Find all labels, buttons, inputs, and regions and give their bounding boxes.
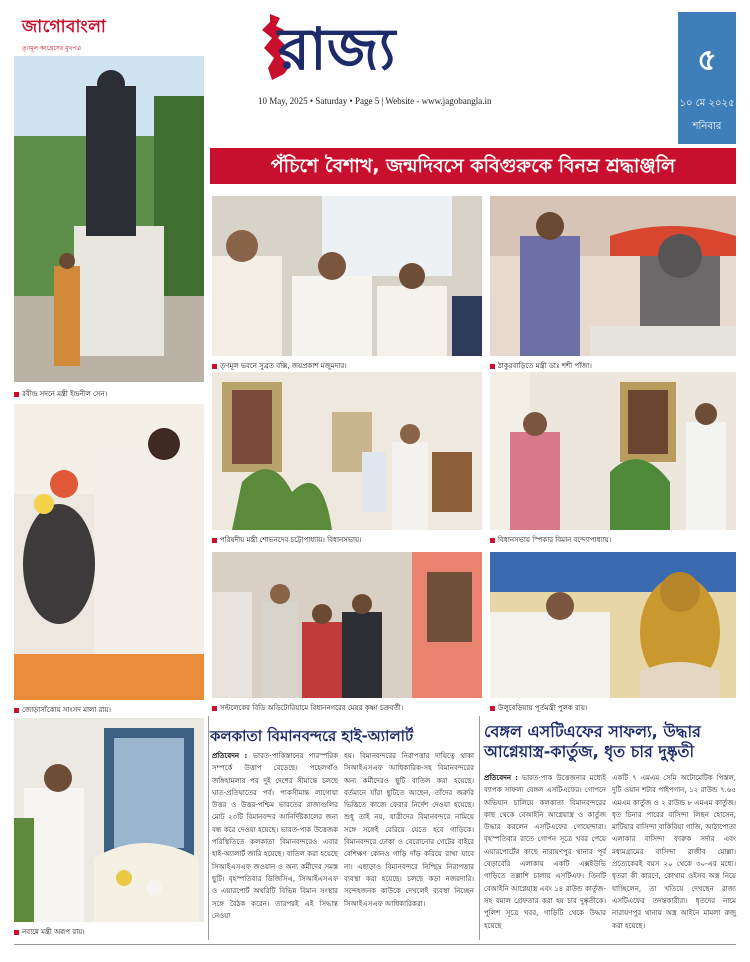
caption-text: তৃণমূল ভবনে সুব্রত বক্সি, জয়প্রকাশ মজুমদার।	[220, 362, 347, 370]
article1-col2	[344, 750, 474, 910]
dateline: 10 May, 2025 • Saturday • Page 5 | Website - www.jagobangla.in	[258, 96, 492, 106]
article1-headline: কলকাতা বিমানবন্দরে হাই-অ্যালার্ট	[210, 727, 414, 745]
caption-text: পরিষদীয় মন্ত্রী শোভনদেব চট্টোপাধ্যায়। বিধানসভায়।	[220, 536, 362, 544]
photo-saltlake-auditorium	[212, 552, 482, 698]
photo-trinamool-bhavan	[212, 196, 482, 356]
caption-1	[14, 388, 107, 400]
section-title: রাজ্য	[278, 15, 396, 83]
caption-3	[490, 360, 592, 372]
article2-col2-text: একটি ৭ এমএম সেমি অটোমেটিক পিস্তল, দুটি ওয়ান শটার পাইপগান, ১২ রাউন্ড ৭.৬৫ এমএম কার্তুজ ও ২ রাউন্ড ৮ এমএম কার্তুজ। ধৃত চিনার পারের বাসিন্দা লিছন হোসেন, মাটিয়ার বাসিন্দা বাকিবিয়া গাজি, আঠাপোতা এলাকার বাসিন্দা ফারুক সর্দার এবং মধ্যমগ্রামের বাসিন্দা রাজীব মোল্লা। প্রত্যেকেরই বয়স ২০ থেকে ৩০-এর মধ্যে। ধৃতরা কী কারণে, কোথায় ওইসব অস্ত্র নিয়ে যাচ্ছিলেন, তা খতিয়ে দেখছেন রাজ্য এসটিএফের তদন্তকারীরা। ধৃতদের নামে নারায়ণপুর থানায় অস্ত্র আইনে মামলা রুজু করা হয়েছে।	[612, 774, 736, 930]
article1-col1-text: ভারত-পাকিস্তানের পারস্পরিক সম্পর্কে উত্তাপ বেড়েছে। পহেলগাঁও জঙ্গিহামলার পর দুই দেশের সীমান্তে চলছে ঘাত-প্রতিঘাতের পর্ব। পাকসীমান্ত লাগোয়া উত্তর ও উত্তর-পশ্চিম ভারতের রাজ্যগুলির মোট ২৩টি বিমানবন্দর আনির্দিষ্টকালের জন্য বন্ধ করে দেওয়া হয়েছে। ভারত-পাক উত্তেজক পরিস্থিতিতে কলকাতা বিমানবন্দরেও এবার হাই-অ্যালার্ট জারি হয়েছে। বাতিল করা হয়েছে সিআইএসএফ জওয়ান ও অন্য কর্মীদের সমস্ত ছুটি। বৃহস্পতিবার ডিজিসিএ, সিআইএসএফ ও এয়ারপোর্ট অথরিটি বিভিন্ন বিমান সংস্থার সঙ্গে বৈঠক করেন। তারপরই এই সিদ্ধান্ত নেওয়া	[212, 752, 338, 920]
date-text: ১০ মে ২০২৫	[679, 98, 735, 109]
logo-tagline: তৃণমূল কংগ্রেসের মুখপত্র	[22, 45, 81, 52]
caption-text: বিধানসভায় স্পিকার বিমান বন্দ্যোপাধ্যায়।	[498, 536, 612, 544]
photo-speaker	[490, 372, 736, 530]
caption-6	[490, 534, 611, 546]
photo-assembly-minister	[212, 372, 482, 530]
article2-byline: প্রতিবেদন	[484, 774, 512, 782]
photo-uluberia	[490, 552, 736, 698]
page-number: ৫	[697, 43, 717, 78]
column-divider	[208, 716, 209, 940]
caption-2	[212, 360, 347, 372]
caption-text: জোড়াসাঁকোয় সাংসদ মালা রায়।	[22, 706, 111, 714]
article1-byline: প্রতিবেদন	[212, 752, 240, 760]
caption-5	[212, 534, 362, 546]
photo-rabindra-sadan	[14, 56, 204, 382]
caption-8	[490, 702, 587, 714]
article2-col1-text: ভারত-পাক উত্তেজনার মধ্যেই ব্যাপক সাফল্য বেঙ্গল এসটিএফের। গোপনে অভিযান চালিয়ে কলকাতা বিমানবন্দরের কাছ থেকে বেআইনি আগ্নেয়াস্ত্র ও কার্তুজ উদ্ধার করলেন এসটিএফের গোয়েন্দারা। বৃহস্পতিবার রাতে গোপন সূত্রে খবর পেয়ে এয়ারপোর্টের কাছে নারায়ণপুর থানার পূর্ব বেড়াবেরি এলাকায় একটি এক্সইউভি গাড়িতে তল্লাশি চালায় এসটিএফ। তিনটি বেআইনি আগ্নেয়াস্ত্র এবং ১৪ রাউন্ড কার্তুজ-সহ বমাল গ্রেফতার করা হয় চার দুষ্কৃতীকে। পুলিশ সূত্রে খবর, গাড়িটি থেকে উদ্ধার হয়েছে	[484, 774, 606, 930]
article2-col2	[612, 772, 736, 932]
column-divider	[479, 716, 480, 940]
logo-text: জাগোবাংলা	[22, 17, 107, 37]
article1-col2-text: হয়। বিমানবন্দরের নিরাপত্তার দায়িত্বে থাকা সিআইএসএফ আধিকারিক-সহ বিমানবন্দরের অন্য কর্মীদেরও ছুটি বাতিল করা হয়েছে। বর্তমানে যাঁরা ছুটিতে আছেন, তাঁদের জরুরি ভিত্তিতে কাজে ফেরার নির্দেশ দেওয়া হয়েছে। শুধু তাই নয়, যাত্রীদের বিমানবন্দরে নামিয়ে সঙ্গে সঙ্গেই বেরিয়ে যেতে হবে গাড়িকে। বিমানবন্দরে ঢোকা ও বেরোনোর গেটের বাইরে বেশিক্ষণ কোনও গাড়ি দাঁড় করিয়ে রাখা যাবে না। এছাড়াও বিমানবন্দরে নিশ্ছিদ্র নিরাপত্তার ব্যবস্থা করা হয়েছে। চলছে কড়া নজরদারি। সন্দেহজনক কাউকে দেখলেই ব্যবস্থা নিচ্ছেন সিআইএসএফ আধিকারিকরা।	[344, 752, 474, 908]
article1-col1: প্রতিবেদন : ভারত-পাকিস্তানের পারস্পরিক সম্পর্কে উত্তাপ বেড়েছে। পহেলগাঁও জঙ্গিহামলার পর দুই দেশের সীমান্তে চলছে ঘাত-প্রতিঘাতের পর্ব। পাকসীমান্ত লাগোয়া উত্তর ও উত্তর-পশ্চিম ভারতের রাজ্যগুলির মোট ২৩টি বিমানবন্দর আনির্দিষ্টকালের জন্য বন্ধ করে দেওয়া হয়েছে। ভারত-পাক উত্তেজক পরিস্থিতিতে কলকাতা বিমানবন্দরেও এবার হাই-অ্যালার্ট জারি হয়েছে। বাতিল করা হয়েছে সিআইএসএফ জওয়ান ও অন্য কর্মীদের সমস্ত ছুটি। বৃহস্পতিবার ডিজিসিএ, সিআইএসএফ ও এয়ারপোর্ট অথরিটি বিভিন্ন বিমান সংস্থার সঙ্গে বৈঠক করেন। তারপরই এই সিদ্ধান্ত নেওয়া	[212, 752, 338, 920]
caption-text: সল্টলেকের বিডি অডিটোরিয়ামে বিধাননগরের মেয়র কৃষ্ণা চক্রবর্তী।	[220, 704, 404, 712]
caption-9	[14, 926, 85, 938]
newspaper-logo	[22, 14, 172, 52]
photo-nabanna	[14, 718, 204, 922]
page-bottom-rule	[14, 944, 736, 945]
day-text: শনিবার	[692, 121, 722, 132]
caption-text: উলুবেড়িয়ায় পূর্তমন্ত্রী পুলক রায়।	[498, 704, 588, 712]
article2-headline: বেঙ্গল এসটিএফের সাফল্য, উদ্ধার আগ্নেয়াস্ত্র-কার্তুজ, ধৃত চার দুষ্কৃতী	[484, 722, 701, 761]
headline-banner: পঁচিশে বৈশাখ, জন্মদিবসে কবিগুরুকে বিনম্র শ্রদ্ধাঞ্জলি	[210, 148, 736, 184]
article2-col1: প্রতিবেদন : ভারত-পাক উত্তেজনার মধ্যেই ব্যাপক সাফল্য বেঙ্গল এসটিএফের। গোপনে অভিযান চালিয়ে কলকাতা বিমানবন্দরের কাছ থেকে বেআইনি আগ্নেয়াস্ত্র ও কার্তুজ উদ্ধার করলেন এসটিএফের গোয়েন্দারা। বৃহস্পতিবার রাতে গোপন সূত্রে খবর পেয়ে এয়ারপোর্টের কাছে নারায়ণপুর থানার পূর্ব বেড়াবেরি এলাকায় একটি এক্সইউভি গাড়িতে তল্লাশি চালায় এসটিএফ। তিনটি বেআইনি আগ্নেয়াস্ত্র এবং ১৪ রাউন্ড কার্তুজ-সহ বমাল গ্রেফতার করা হয় চার দুষ্কৃতীকে। পুলিশ সূত্রে খবর, গাড়িটি থেকে উদ্ধার হয়েছে	[484, 774, 606, 930]
caption-4	[14, 704, 111, 716]
photo-thakurbari	[490, 196, 736, 356]
caption-7	[212, 702, 403, 714]
caption-text: রবীন্দ্র সদনে মন্ত্রী ইন্দ্রনীল সেন।	[22, 390, 108, 398]
caption-text: নবান্নে মন্ত্রী অরূপ রায়।	[22, 928, 85, 936]
caption-text: ঠাকুরবাড়িতে মন্ত্রী ডাঃ শশী পাঁজা।	[498, 362, 592, 370]
date-box	[678, 12, 736, 144]
photo-jorasanko	[14, 404, 204, 700]
